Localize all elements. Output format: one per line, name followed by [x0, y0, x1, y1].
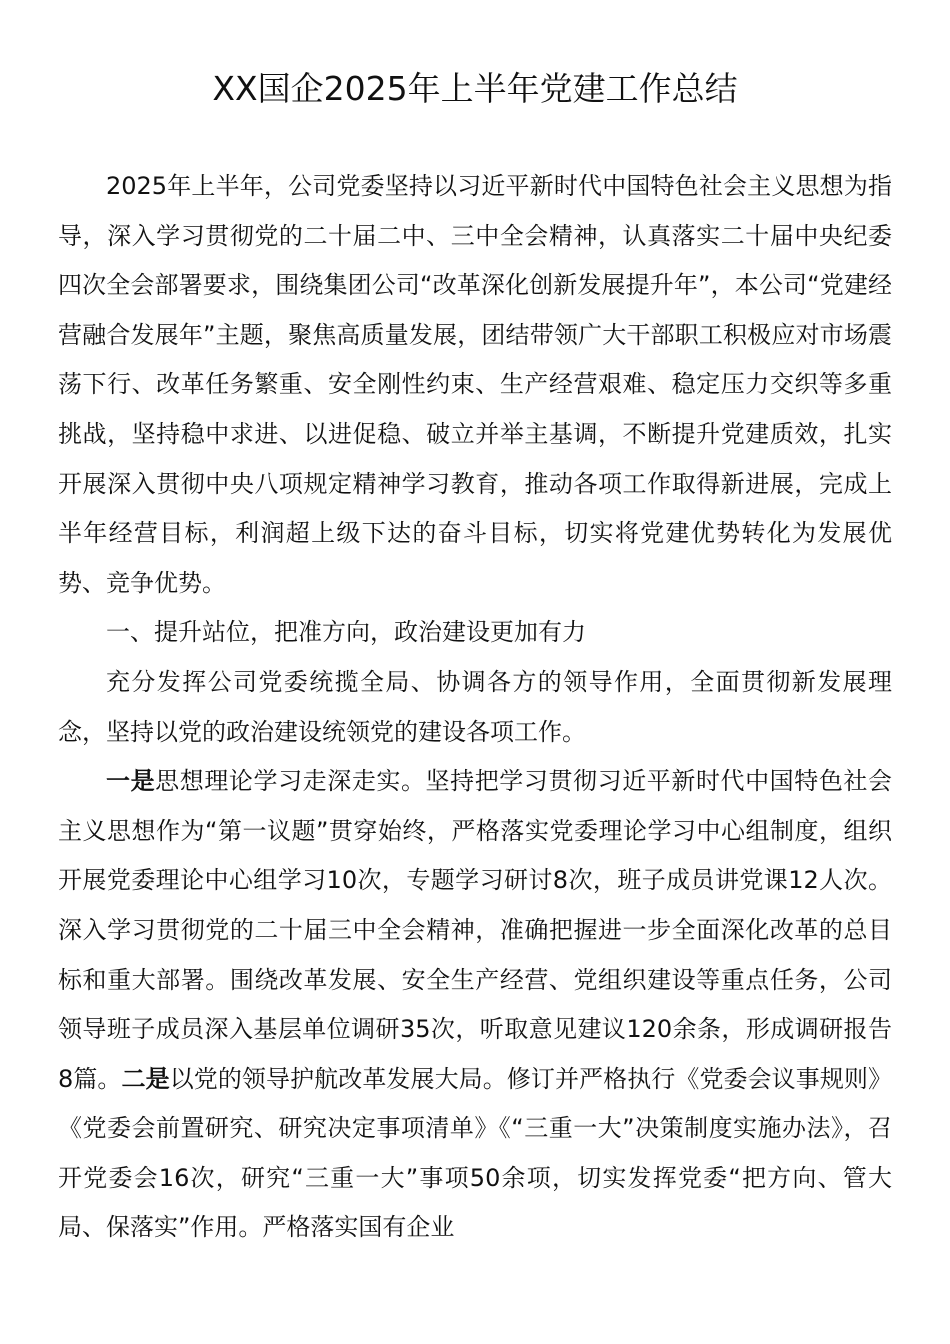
- section-points-paragraph: [58, 757, 892, 1253]
- intro-paragraph: 2025年上半年，公司党委坚持以习近平新时代中国特色社会主义思想为指导，深入学习贯彻党的二十届二中、三中全会精神，认真落实二十届中央纪委四次全会部署要求，围绕集团公司“改革深化创新发展提升年”，本公司“党建经营融合发展年”主题，聚焦高质量发展，团结带领广大干部职工积极应对市场震荡下行、改革任务繁重、安全刚性约束、生产经营艰难、稳定压力交织等多重挑战，坚持稳中求进、以进促稳、破立并举主基调，不断提升党建质效，扎实开展深入贯彻中央八项规定精神学习教育，推动各项工作取得新进展，完成上半年经营目标，利润超上级下达的奋斗目标，切实将党建优势转化为发展优势、竞争优势。: [58, 172, 892, 597]
- point-text: 思想理论学习走深走实。坚持把学习贯彻习近平新时代中国特色社会主义思想作为“第一议题”贯穿始终，严格落实党委理论学习中心组制度，组织开展党委理论中心组学习10次，专题学习研讨8次，班子成员讲党课12人次。深入学习贯彻党的二十届三中全会精神，准确把握进一步全面深化改革的总目标和重大部署。围绕改革发展、安全生产经营、党组织建设等重点任务，公司领导班子成员深入基层单位调研35次，听取意见建议120余条，形成调研报告8篇。: [58, 767, 893, 1093]
- document-title: XX国企2025年上半年党建工作总结: [212, 69, 738, 108]
- point-label: 一是: [106, 767, 156, 796]
- document-body: [58, 162, 892, 1253]
- point-label: 二是: [121, 1064, 170, 1093]
- section-intro-paragraph: 充分发挥公司党委统揽全局、协调各方的领导作用，全面贯彻新发展理念，坚持以党的政治建设统领党的建设各项工作。: [58, 667, 892, 746]
- section-heading: 一、提升站位，把准方向，政治建设更加有力: [106, 618, 586, 647]
- point-text: 以党的领导护航改革发展大局。修订并严格执行《党委会议事规则》《党委会前置研究、研究决定事项清单》《“三重一大”决策制度实施办法》，召开党委会16次，研究“三重一大”事项50余项，切实发挥党委“把方向、管大局、保落实”作用。严格落实国有企业: [58, 1064, 893, 1242]
